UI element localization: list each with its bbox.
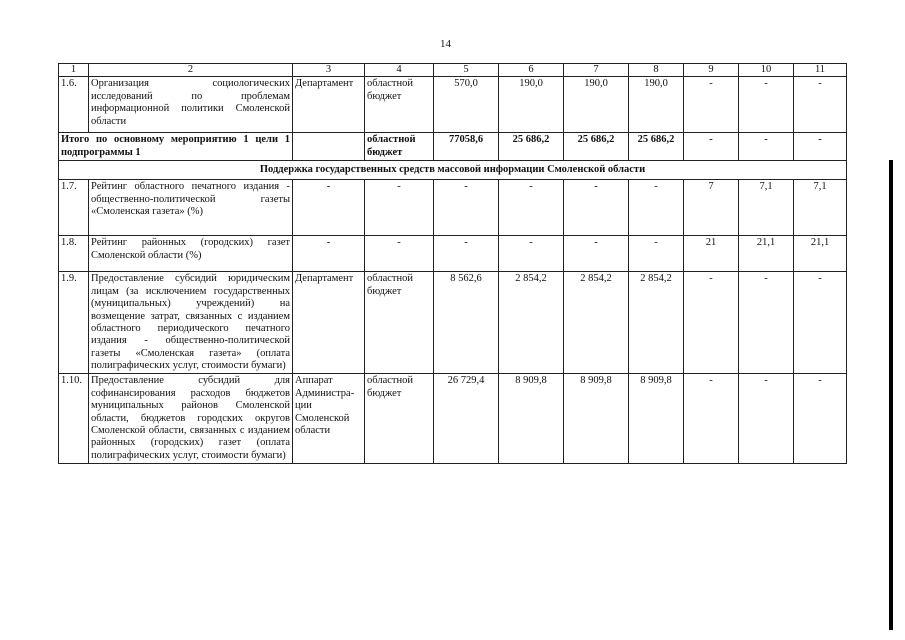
row-number: 1.6. — [59, 77, 89, 133]
measure-name: Предоставление субсидий юридическим лицам (за исключением государственных (муниципальных) учреждений) на возмещение затрат, связанных с изданием областного периодического печатного издания - общественно-политической газеты «Смоленская газета» (оплата полиграфических услуг, стоимости бумаги) — [89, 272, 293, 374]
year3-amount: 190,0 — [629, 77, 684, 133]
column-number: 10 — [739, 64, 794, 77]
column-number: 7 — [564, 64, 629, 77]
indicator-year2: - — [739, 272, 794, 374]
funding-source: областной бюджет — [365, 133, 434, 161]
year1-amount: 190,0 — [499, 77, 564, 133]
total-amount: - — [434, 180, 499, 236]
executor: - — [293, 236, 365, 272]
table-row — [59, 272, 847, 374]
year1-amount: - — [499, 236, 564, 272]
measure-name: Организация социологических исследований по проблемам информационной политики Смоленской области — [89, 77, 293, 133]
year2-amount: - — [564, 180, 629, 236]
table-row — [59, 180, 847, 236]
column-number: 4 — [365, 64, 434, 77]
row-number: 1.9. — [59, 272, 89, 374]
executor: Аппарат Администра-ции Смоленской области — [293, 374, 365, 464]
page-number: 14 — [440, 38, 451, 50]
measure-name: Предоставление субсидий для софинансирования расходов бюджетов муниципальных районов Смоленской области, бюджетов городских округов Смоленской области, связанных с изданием районных (городских) газет (оплата полиграфических услуг, стоимости бумаги) — [89, 374, 293, 464]
program-table — [58, 63, 847, 464]
year3-amount: 8 909,8 — [629, 374, 684, 464]
column-number-header-row — [59, 64, 847, 77]
year3-amount: 2 854,2 — [629, 272, 684, 374]
year3-amount: 25 686,2 — [629, 133, 684, 161]
column-number: 5 — [434, 64, 499, 77]
year2-amount: 25 686,2 — [564, 133, 629, 161]
indicator-year3: - — [794, 77, 847, 133]
year1-amount: 25 686,2 — [499, 133, 564, 161]
column-number: 6 — [499, 64, 564, 77]
funding-source: - — [365, 236, 434, 272]
column-number: 2 — [89, 64, 293, 77]
total-amount: 26 729,4 — [434, 374, 499, 464]
indicator-year3: - — [794, 374, 847, 464]
scan-edge-bar — [889, 160, 893, 630]
indicator-year1: - — [684, 374, 739, 464]
indicator-name: Рейтинг районных (городских) газет Смоленской области (%) — [89, 236, 293, 272]
column-number: 11 — [794, 64, 847, 77]
year3-amount: - — [629, 180, 684, 236]
table-row — [59, 77, 847, 133]
indicator-year3: 21,1 — [794, 236, 847, 272]
indicator-year2: - — [739, 77, 794, 133]
indicator-year2: 21,1 — [739, 236, 794, 272]
indicator-year1: 7 — [684, 180, 739, 236]
indicator-year3: - — [794, 133, 847, 161]
funding-source: областной бюджет — [365, 77, 434, 133]
total-amount: - — [434, 236, 499, 272]
indicator-year3: 7,1 — [794, 180, 847, 236]
section-title: Поддержка государственных средств массовой информации Смоленской области — [59, 161, 847, 180]
funding-source: - — [365, 180, 434, 236]
year3-amount: - — [629, 236, 684, 272]
total-amount: 570,0 — [434, 77, 499, 133]
executor: Департамент — [293, 272, 365, 374]
total-amount: 8 562,6 — [434, 272, 499, 374]
year2-amount: 190,0 — [564, 77, 629, 133]
subtotal-row — [59, 133, 847, 161]
indicator-year1: - — [684, 272, 739, 374]
executor: Департамент — [293, 77, 365, 133]
subtotal-label: Итого по основному мероприятию 1 цели 1 подпрограммы 1 — [59, 133, 293, 161]
total-amount: 77058,6 — [434, 133, 499, 161]
column-number: 3 — [293, 64, 365, 77]
row-number: 1.7. — [59, 180, 89, 236]
year2-amount: 8 909,8 — [564, 374, 629, 464]
table-row — [59, 236, 847, 272]
indicator-year1: - — [684, 77, 739, 133]
indicator-name: Рейтинг областного печатного издания - общественно-политической газеты «Смоленская газета» (%) — [89, 180, 293, 236]
indicator-year1: 21 — [684, 236, 739, 272]
column-number: 1 — [59, 64, 89, 77]
year2-amount: 2 854,2 — [564, 272, 629, 374]
row-number: 1.8. — [59, 236, 89, 272]
executor — [293, 133, 365, 161]
indicator-year2: - — [739, 374, 794, 464]
year2-amount: - — [564, 236, 629, 272]
indicator-year2: - — [739, 133, 794, 161]
table-row — [59, 374, 847, 464]
section-row — [59, 161, 847, 180]
executor: - — [293, 180, 365, 236]
indicator-year3: - — [794, 272, 847, 374]
year1-amount: 8 909,8 — [499, 374, 564, 464]
funding-source: областной бюджет — [365, 374, 434, 464]
indicator-year2: 7,1 — [739, 180, 794, 236]
column-number: 8 — [629, 64, 684, 77]
year1-amount: - — [499, 180, 564, 236]
indicator-year1: - — [684, 133, 739, 161]
year1-amount: 2 854,2 — [499, 272, 564, 374]
column-number: 9 — [684, 64, 739, 77]
funding-source: областной бюджет — [365, 272, 434, 374]
row-number: 1.10. — [59, 374, 89, 464]
